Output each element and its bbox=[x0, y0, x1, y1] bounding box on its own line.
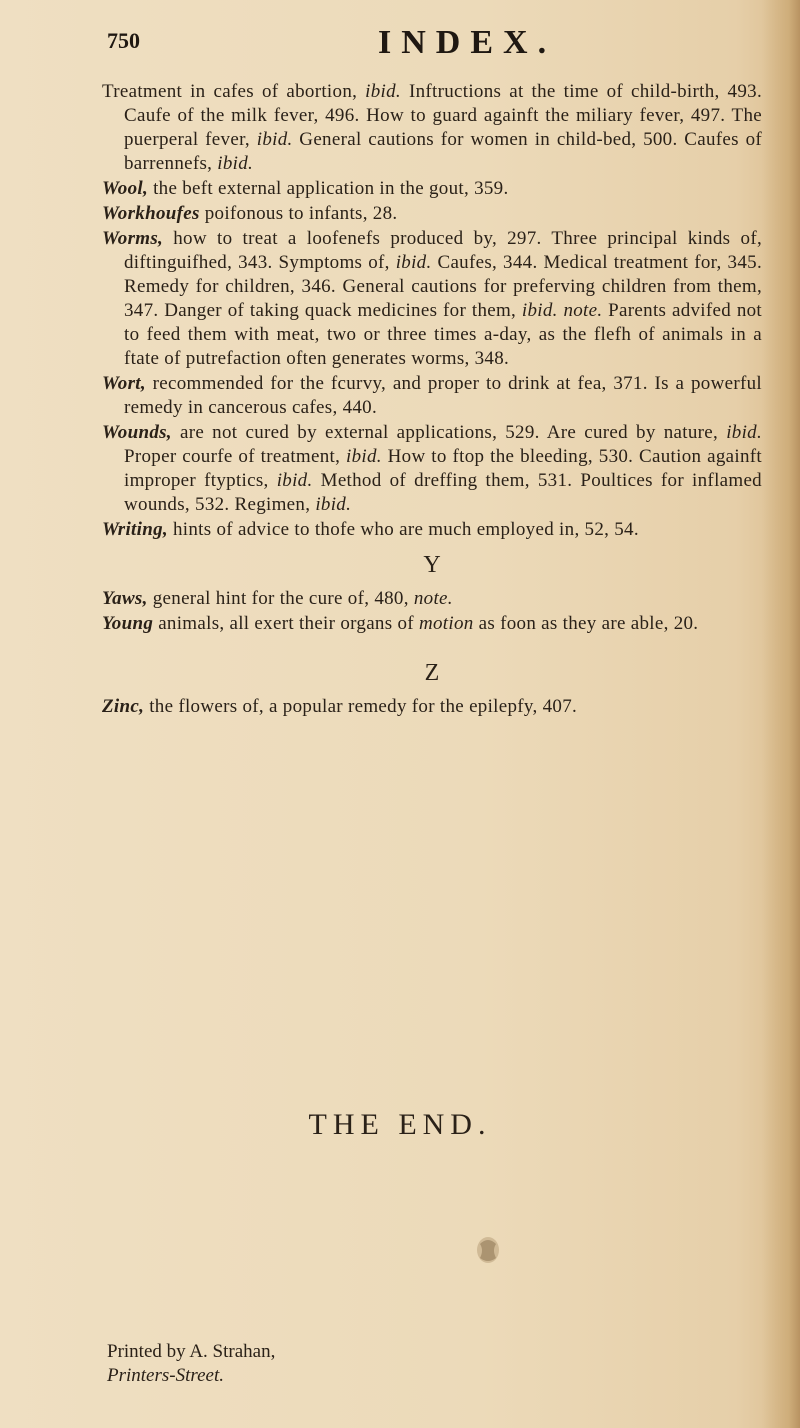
index-entry bbox=[102, 518, 762, 542]
entry-headword: Young bbox=[102, 613, 154, 634]
entry-text: Method of dreffing them, 531. Poultices for inflamed wounds, 532. Regimen, bbox=[124, 470, 762, 515]
index-entry bbox=[102, 227, 762, 371]
imprint-line-2: Printers-Street. bbox=[107, 1365, 224, 1386]
entry-reference-italic: ibid. bbox=[726, 422, 762, 443]
index-entry bbox=[102, 695, 762, 719]
entry-text: Proper courfe of treatment, bbox=[124, 446, 346, 467]
entry-text: Parents advifed not to feed them with meat, two or three times a-day, as the flefh of animals in a ftate of putrefaction often generates worms, 348. bbox=[124, 300, 762, 369]
section-letter-y: Y bbox=[423, 552, 441, 578]
entry-reference-italic: note. bbox=[413, 588, 453, 609]
entry-headword: Workhoufes bbox=[102, 203, 200, 224]
entry-headword: Writing, bbox=[102, 519, 168, 540]
index-entry bbox=[102, 80, 762, 176]
entry-reference-italic: ibid. note. bbox=[521, 300, 603, 321]
entry-reference-italic: ibid. bbox=[276, 470, 313, 491]
entry-reference-italic: ibid. bbox=[217, 153, 254, 174]
entry-text: How to ftop the bleeding, 530. Caution againft improper ftyptics, bbox=[124, 446, 762, 491]
entry-headword: Wounds, bbox=[102, 422, 172, 443]
entry-text: how to treat a loofenefs produced by, 297. Three principal kinds of, diftinguifhed, 343. Symptoms of, bbox=[124, 228, 762, 273]
imprint-line-1: Printed by A. Strahan, bbox=[107, 1341, 276, 1362]
index-section-y bbox=[102, 587, 762, 636]
entry-reference-italic: motion bbox=[418, 613, 474, 634]
entry-text: as foon as they are able, 20. bbox=[473, 613, 699, 634]
entry-text: are not cured by external applications, 529. Are cured by nature, bbox=[171, 422, 727, 443]
index-entry bbox=[102, 421, 762, 517]
entry-reference-italic: ibid. bbox=[315, 494, 352, 515]
entry-headword: Worms, bbox=[102, 228, 164, 249]
section-letter-z: Z bbox=[424, 660, 440, 686]
the-end-heading: THE END. bbox=[308, 1108, 492, 1141]
printer-ornament-icon bbox=[470, 1232, 506, 1268]
entry-text: General cautions for women in child-bed, 500. Caufes of barrennefs, bbox=[124, 129, 762, 174]
entry-text: the beft external application in the gout, 359. bbox=[148, 178, 509, 199]
entry-reference-italic: ibid. bbox=[365, 81, 401, 102]
entry-text: poifonous to infants, 28. bbox=[199, 203, 398, 224]
entry-reference-italic: ibid. bbox=[346, 446, 382, 467]
entry-headword: Wort, bbox=[102, 373, 146, 394]
entry-reference-italic: ibid. bbox=[395, 252, 432, 273]
index-entry bbox=[102, 177, 762, 201]
entry-text: hints of advice to thofe who are much employed in, 52, 54. bbox=[167, 519, 639, 540]
entry-headword: Zinc, bbox=[102, 696, 145, 717]
entry-text: the flowers of, a popular remedy for the epilepfy, 407. bbox=[144, 696, 578, 717]
printer-imprint bbox=[107, 1340, 275, 1388]
index-entry bbox=[102, 612, 762, 636]
index-entry bbox=[102, 587, 762, 611]
page-edge-shadow bbox=[762, 0, 800, 1428]
index-entry bbox=[102, 372, 762, 420]
index-section-z bbox=[102, 695, 762, 719]
entry-text: Treatment in cafes of abortion, bbox=[102, 81, 366, 102]
entry-text: recommended for the fcurvy, and proper to drink at fea, 371. Is a powerful remedy in cancerous cafes, 440. bbox=[124, 373, 762, 418]
index-entry bbox=[102, 202, 762, 226]
index-section-w bbox=[102, 80, 762, 542]
entry-text: Inftructions at the time of child-birth, 493. Caufe of the milk fever, 496. How to guard againft the miliary fever, 497. The puerperal fever, bbox=[124, 81, 763, 150]
page-title: INDEX. bbox=[378, 24, 557, 61]
page-number: 750 bbox=[107, 28, 140, 53]
index-entries bbox=[102, 80, 762, 720]
entry-text: Caufes, 344. Medical treatment for, 345. Remedy for children, 346. General cautions for preferving children from them, 347. Danger of taking quack medicines for them, bbox=[124, 252, 762, 321]
entry-reference-italic: ibid. bbox=[256, 129, 293, 150]
entry-headword: Yaws, bbox=[102, 588, 148, 609]
entry-text: general hint for the cure of, 480, bbox=[147, 588, 414, 609]
page-header bbox=[0, 24, 800, 64]
entry-headword: Wool, bbox=[102, 178, 149, 199]
entry-text: animals, all exert their organs of bbox=[153, 613, 419, 634]
